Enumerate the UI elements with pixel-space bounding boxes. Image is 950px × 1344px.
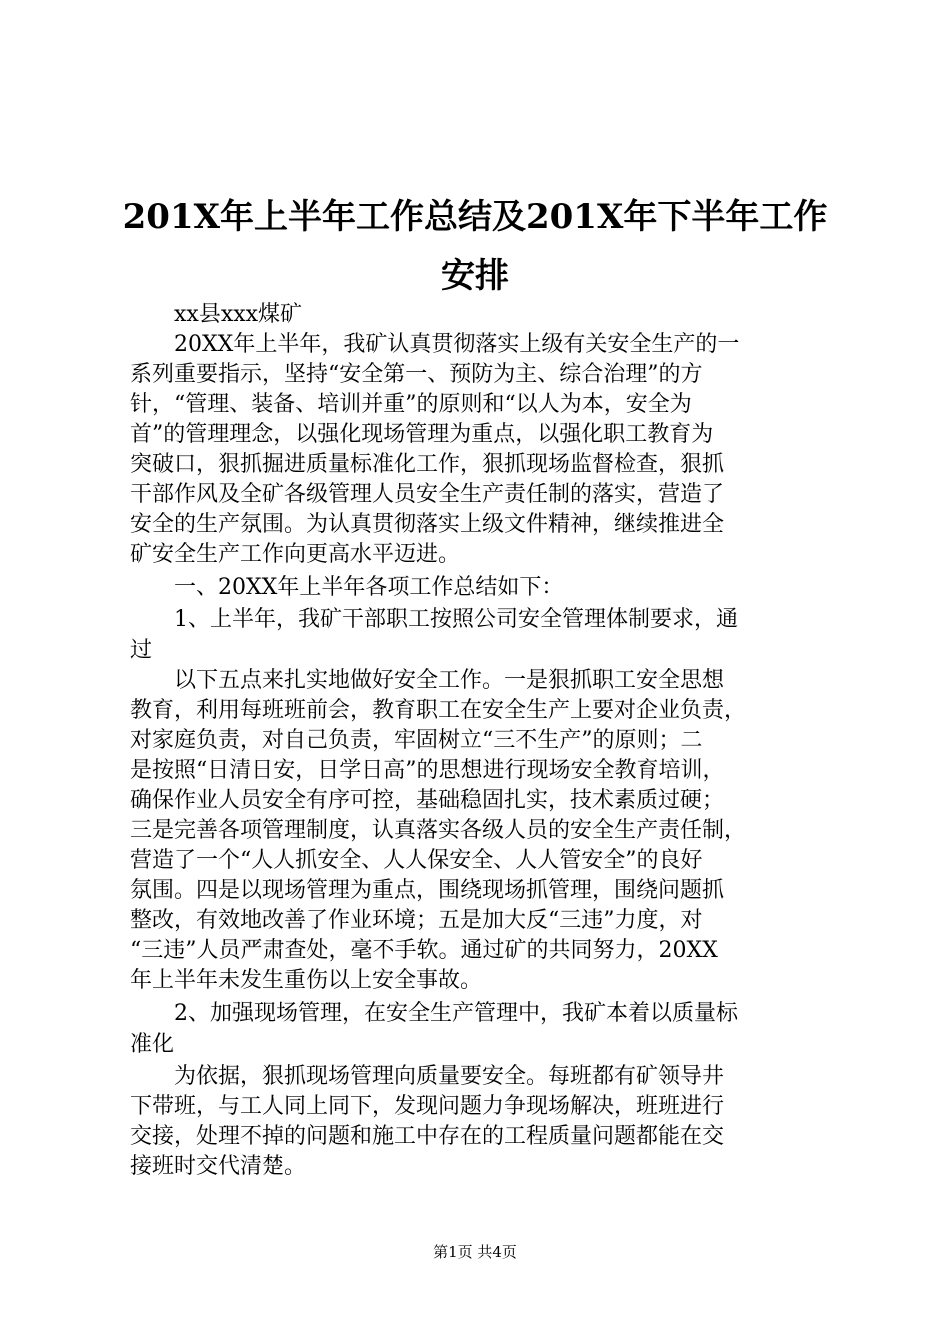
- body-line: 首”的管理理念，以强化现场管理为重点，以强化职工教育为: [130, 422, 714, 447]
- section-heading: 一、20XX年上半年各项工作总结如下：: [130, 575, 564, 600]
- body-line: 突破口，狠抓掘进质量标准化工作，狠抓现场监督检查，狠抓: [130, 452, 725, 477]
- body-line: 对家庭负责，对自己负责，牢固树立“三不生产”的原则；二: [130, 728, 703, 753]
- body-line: 矿安全生产工作向更高水平迈进。: [130, 542, 461, 567]
- body-line: 营造了一个“人人抓安全、人人保安全、人人管安全”的良好: [130, 848, 703, 873]
- body-line: 2、加强现场管理，在安全生产管理中，我矿本着以质量标: [130, 1001, 738, 1026]
- body-line: 1、上半年，我矿干部职工按照公司安全管理体制要求，通: [130, 607, 738, 632]
- body-line: 20XX年上半年，我矿认真贯彻落实上级有关安全生产的一: [130, 332, 740, 357]
- body-line: 过: [130, 638, 153, 663]
- body-line: 教育，利用每班班前会，教育职工在安全生产上要对企业负责，: [130, 698, 747, 723]
- body-line: xx县xxx煤矿: [130, 302, 303, 327]
- body-line: 确保作业人员安全有序可控，基础稳固扎实，技术素质过硬；: [130, 788, 725, 813]
- body-line: 年上半年未发生重伤以上安全事故。: [130, 968, 483, 993]
- body-line: 准化: [130, 1032, 175, 1057]
- document-title-line-2: 安排: [441, 256, 509, 296]
- body-line: 为依据，狠抓现场管理向质量要安全。每班都有矿领导井: [130, 1064, 725, 1089]
- body-line: 以下五点来扎实地做好安全工作。一是狠抓职工安全思想: [130, 668, 725, 693]
- body-line: 三是完善各项管理制度，认真落实各级人员的安全生产责任制，: [130, 818, 747, 843]
- body-line: 系列重要指示，坚持“安全第一、预防为主、综合治理”的方: [130, 362, 703, 387]
- body-line: 交接，处理不掉的问题和施工中存在的工程质量问题都能在交: [130, 1124, 725, 1149]
- body-line: 干部作风及全矿各级管理人员安全生产责任制的落实，营造了: [130, 482, 725, 507]
- body-line: 针，“管理、装备、培训并重”的原则和“以人为本，安全为: [130, 392, 692, 417]
- body-line: 氛围。四是以现场管理为重点，围绕现场抓管理，围绕问题抓: [130, 878, 725, 903]
- body-line: 接班时交代清楚。: [130, 1154, 307, 1179]
- page-footer: 第1页 共4页: [433, 1243, 517, 1261]
- document-title-line-1: 201X年上半年工作总结及201X年下半年工作: [122, 197, 828, 237]
- body-line: 安全的生产氛围。为认真贯彻落实上级文件精神，继续推进全: [130, 512, 725, 537]
- body-line: 是按照“日清日安，日学日高”的思想进行现场安全教育培训，: [130, 758, 725, 783]
- body-line: 下带班，与工人同上同下，发现问题力争现场解决，班班进行: [130, 1094, 725, 1119]
- body-line: 整改，有效地改善了作业环境；五是加大反“三违”力度，对: [130, 908, 703, 933]
- body-line: “三违”人员严肃查处，毫不手软。通过矿的共同努力，20XX: [130, 938, 718, 963]
